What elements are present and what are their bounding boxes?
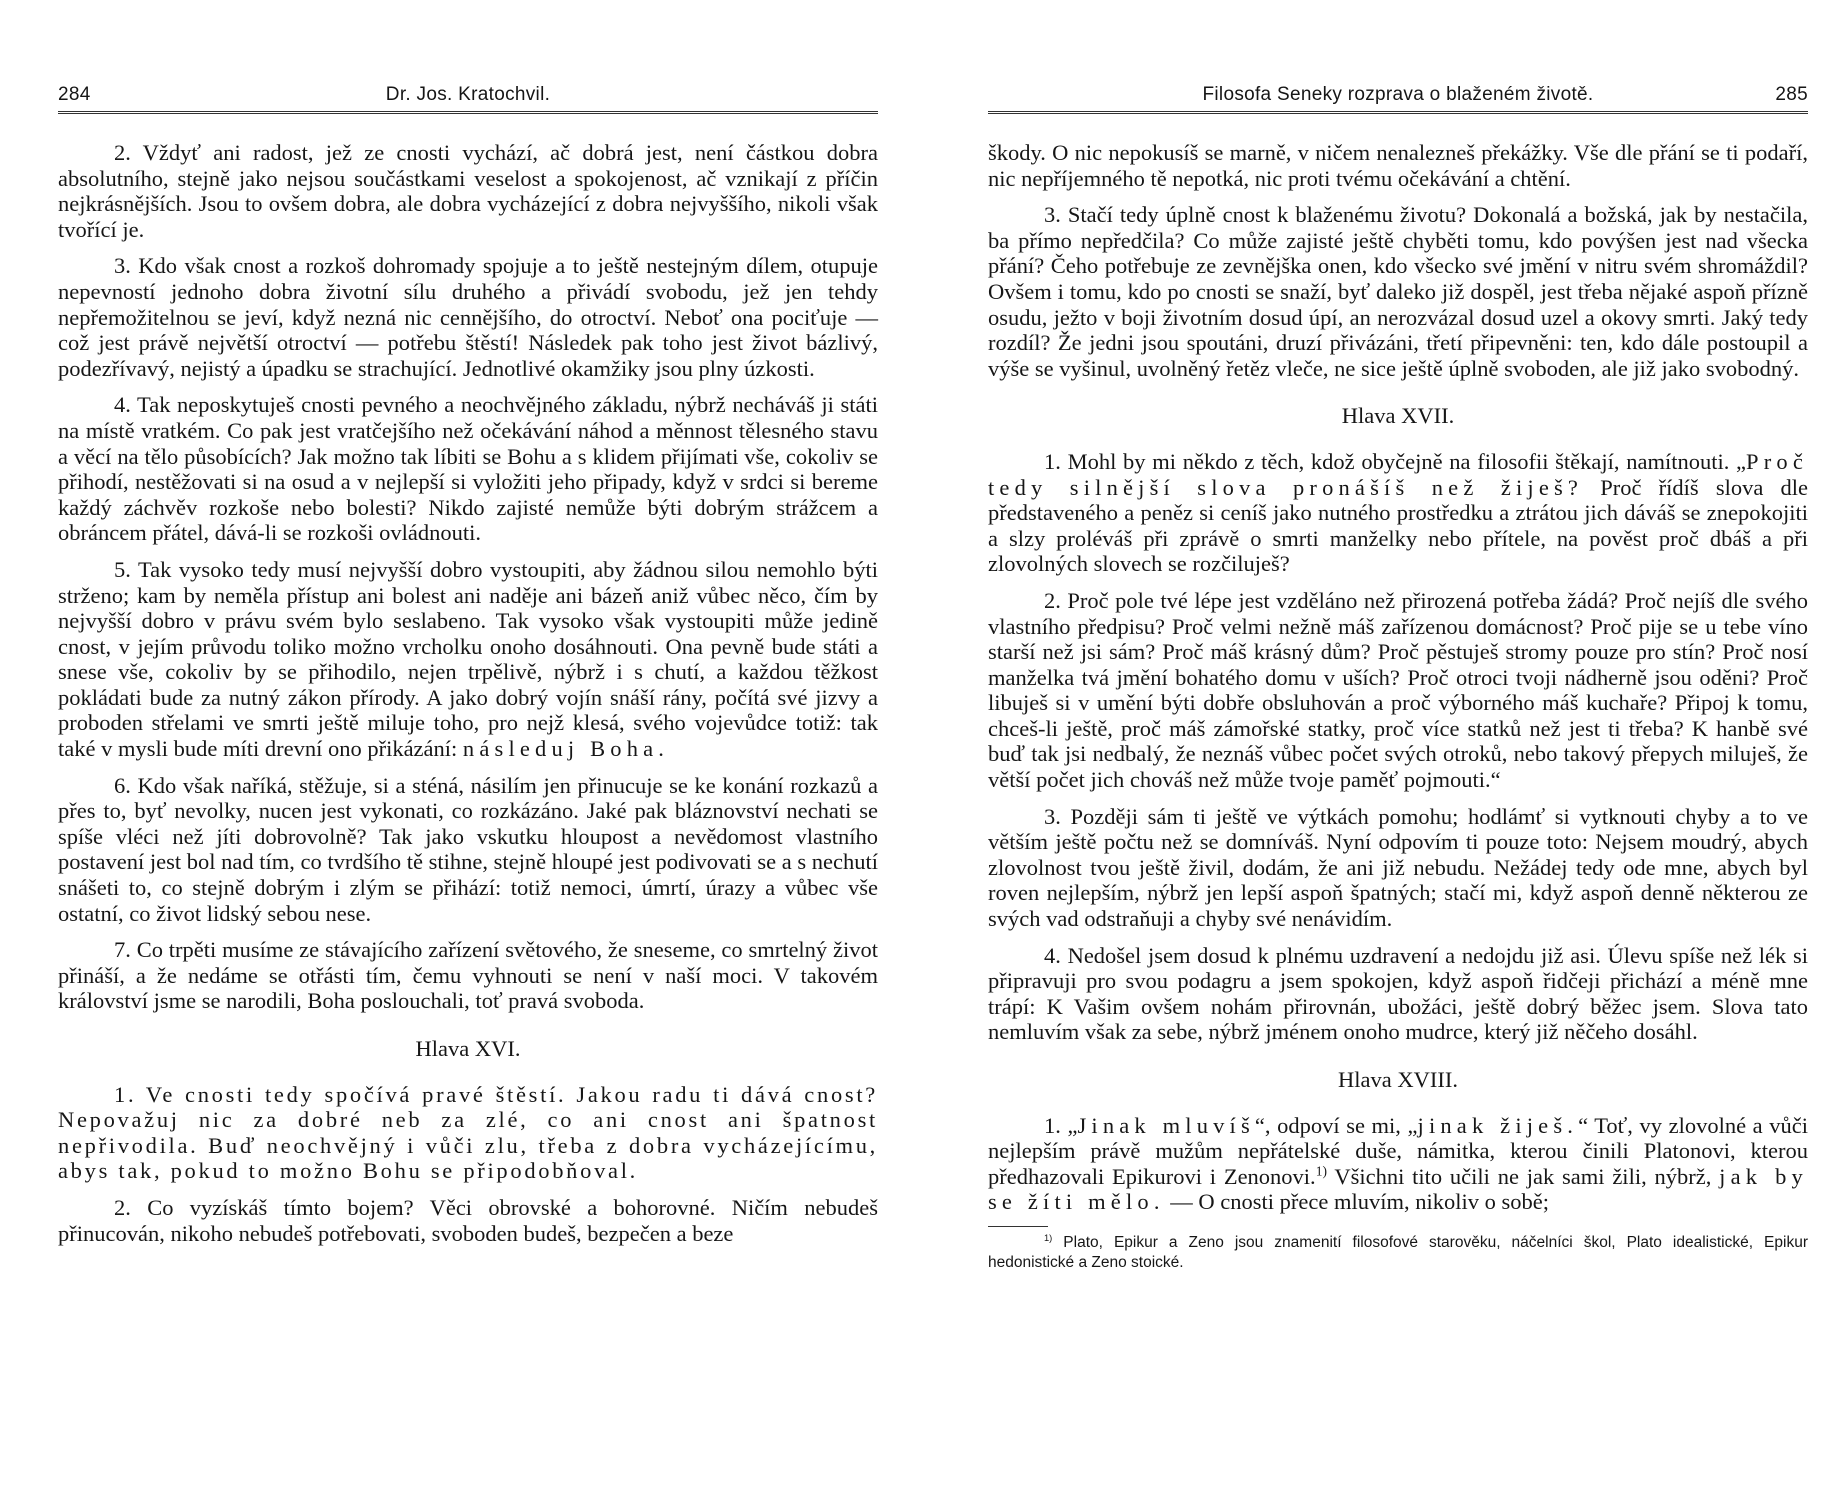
text-run: 1. Mohl by mi někdo z těch, kdož obyčejně na filosofii štěkají, namítnouti. „ <box>1044 448 1747 474</box>
spaced-emphasis: jak by se žíti mělo. <box>988 1163 1808 1215</box>
paragraph-5-text: 5. Tak vysoko tedy musí nejvyšší dobro vystoupiti, aby žádnou silou nemohlo býti strženo; kam by neměla přístup ani bolest ani naděje ani bázeň aniž vůbec něco, čím by nejvyšší dobro v právu svém bylo seslabeno. Tak vysoko však vystoupiti může jedině cnost, v jejím průvodu toliko možno vrcholku onoho dosáhnouti. Ona pevně bude státi a snese vše, cokoliv by se přihodilo, nejen trpělivě, nýbrž i s chutí, a každou těžkost pokládati bude za nutný zákon přírody. A jako dobrý vojín snáší rány, počítá své jizvy a proboden střelami ve smrti ještě miluje toho, pro nejž klesá, svého vojevůdce totiž: tak také v mysli bude míti drevní ono přikázání: <box>58 556 878 762</box>
text-run: — O cnosti přece mluvím, nikoliv o sobě; <box>1164 1189 1549 1215</box>
paragraph-continuation: škody. O nic nepokusíš se marně, v ničem nenalezneš překážky. Vše dle přání se ti podaří, nic nepříjemného tě nepotká, nic proti tvému očekávání a chtění. <box>988 140 1808 191</box>
left-header-rule <box>58 111 878 114</box>
paragraph-xvi-2: 2. Co vyzískáš tímto bojem? Věci obrovské a bohorovné. Ničím nebudeš přinucován, nikoho nebudeš potřebovati, svoboden budeš, bezpečen a beze <box>58 1194 878 1246</box>
right-running-head <box>988 84 1808 110</box>
text-run: Proč řídíš slova dle představeného a peněz si ceníš jako nutného prostředku a ztrátou jich dáváš se znepokojiti a slzy proléváš při zprávě o smrti manželky nebo přítele, na pověst proč dbáš a při zlovolných slovech se rozčiluješ? <box>988 474 1808 577</box>
footnote <box>988 1233 1808 1273</box>
paragraph: 6. Kdo však naříká, stěžuje, si a sténá, násilím jen přinucuje se ke konání rozkazů a přes to, byť nevolky, nucen jest vykonati, co rozkázáno. Jaké pak bláznovství nechati se spíše vléci než jíti dobrovolně? Tak jako vskutku hloupost a nevědomost vlastního postavení jest bol nad tím, co tvrdšího tě stihne, stejně hloupé jest podivovati se a s nechutí snášeti to, co stejně dobrým i zlým se přihází: totiž nemoci, úmrtí, úrazy a vůbec vše ostatní, co život lidský sebou nese. <box>58 772 878 926</box>
paragraph-xvii-1 <box>988 449 1808 577</box>
footnote-mark: 1) <box>1044 1232 1053 1243</box>
paragraph-xvii-4: 4. Nedošel jsem dosud k plnému uzdravení a nedojdu již asi. Úlevu spíše než lék si připravuji pro svou podagru a jsem spokojen, když aspoň řidčeji přichází a méně mne trápí: K Vašim ovšem nohám přirovnán, ubožáci, ještě dobrý běžec jsem. Slova tato nemluvím však za sebe, nýbrž jménem onoho mudrce, který již něčeho dosáhl. <box>988 942 1808 1045</box>
paragraph: 3. Kdo však cnost a rozkoš dohromady spojuje a to ještě nestejným dílem, otupuje nepevností jednoho dobra životní sílu druhého a přivádí svobodu, jež jen tehdy nepřemožitelnou se jeví, když nezná nic cennějšího, do otroctví. Neboť ona pociťuje — což jest právě největší otroctví — potřebu štěstí! Následek pak toho jest život bázlivý, podezřívavý, nejistý a úpadku se strachující. Jednotlivé okamžiky jsou plny úzkosti. <box>58 253 878 381</box>
paragraph-xvii-3: 3. Později sám ti ještě ve výtkách pomohu; hodlámť si vytknouti chyby a to ve větším ještě počtu než se domníváš. Nyní odpovím ti pouze toto: Nejsem moudrý, abych zlovolnost tvou ještě živil, dodám, že ani již nebudu. Nežádej tedy ode mne, abych byl roven nejlepším, nýbrž jen lepší aspoň špatných; stačí mi, když aspoň denně některou ze svých vad odstraňuji a chyby své nenávidím. <box>988 803 1808 932</box>
paragraph-5 <box>58 557 878 762</box>
left-page <box>58 0 878 1500</box>
right-page <box>988 0 1808 1500</box>
left-running-title: Dr. Jos. Kratochvil. <box>385 84 551 105</box>
text-run: 1. „ <box>1044 1112 1078 1138</box>
left-body-text <box>58 140 878 1257</box>
paragraph: 2. Vždyť ani radost, jež ze cnosti vychází, ač dobrá jest, není částkou dobra absolutního, stejně jako nejsou součástkami veselost a spokojenost, ač vznikají z příčin nejkrásnějších. Jsou to ovšem dobra, ale dobra vycházející z dobra nejvyššího, nikoli však tvořící je. <box>58 140 878 242</box>
paragraph: 4. Tak neposkytuješ cnosti pevného a neochvějného základu, nýbrž necháváš ji státi na místě vratkém. Co pak jest vratčejšího než očekávání náhod a měnnost tělesného stavu a věcí na tělo působících? Jak možno tak líbiti se Bohu a s klidem přijímati vše, cokoliv se přihodí, nestěžovati si na osud a v nejlepší si vyložiti jeho připady, když v srdci si bereme každý záchvěv rozkoše nebo bolesti? Nikdo zajisté nemůže býti dobrým strážcem a obráncem přátel, dává-li se rozkoši ovládnouti. <box>58 392 878 546</box>
paragraph-xviii-1 <box>988 1113 1808 1215</box>
spaced-emphasis: následuj Boha. <box>462 736 670 762</box>
text-run: “, odpoví se mi, „ <box>1254 1112 1418 1138</box>
spaced-emphasis: jinak žiješ. <box>1417 1112 1579 1138</box>
spaced-emphasis: Proč tedy silnější slova pronášíš než žiješ? <box>988 448 1808 500</box>
right-header-rule <box>988 111 1808 114</box>
chapter-heading-xvii: Hlava XVII. <box>1341 403 1455 429</box>
left-running-head <box>58 84 878 110</box>
paragraph-xvi-1: 1. Ve cnosti tedy spočívá pravé štěstí. Jakou radu ti dává cnost? Nepovažuj nic za dobré neb za zlé, co ani cnost ani špatnost nepřivodila. Buď neochvějný i vůči zlu, třeba z dobra vycházejícímu, abys tak, pokud to možno Bohu se připodobňoval. <box>58 1081 878 1184</box>
paragraph: 7. Co trpěti musíme ze stávajícího zařízení světového, že sneseme, co smrtelný život přináší, a že nedáme se otřásti tím, čemu vyhnouti se není v naší moci. V takovém království jsme se narodili, Boha poslouchali, toť pravá svoboda. <box>58 937 878 1014</box>
chapter-heading-xvi: Hlava XVI. <box>415 1036 521 1061</box>
text-run: Všichni tito učili ne jak sami žili, nýbrž, <box>1326 1163 1720 1189</box>
left-page-number: 284 <box>58 84 91 105</box>
footnote-reference[interactable]: 1) <box>1315 1163 1327 1179</box>
paragraph-xvii-2: 2. Proč pole tvé lépe jest vzděláno než přirozená potřeba žádá? Proč nejíš dle svého vlastního předpisu? Proč velmi nežně máš zařízenou domácnost? Proč pije se u tebe víno starší než jsi sám? Proč máš krásný dům? Proč pěstuješ stromy pouze pro stín? Proč nosí manželka tvá jmění bohatého domu v uších? Proč otroci tvoji nádherně jsou oděni? Proč libuješ si v umění býti dobře obsluhován a proč výborného máš kuchaře? Připoj k tomu, chceš-li ještě, proč máš zámořské statky, proč více statků než jest ti třeba? K hanbě své buď tak jsi nedbalý, že neznáš vůbec počet svých otroků, nebo takový přepych miluješ, že větší počet jich chováš než může tvoje paměť pojmouti.“ <box>988 587 1808 793</box>
paragraph-xvi-3: 3. Stačí tedy úplně cnost k blaženému životu? Dokonalá a božská, jak by nestačila, ba přímo nepředčila? Co může zajisté ještě chyběti tomu, kdo povýšen jest nad všecka přání? Čeho potřebuje ze zevnějška onen, kdo všecko své jmění v nitru svém shromáždil? Ovšem i tomu, kdo po cnosti se snaží, byť daleko již dospěl, jest třeba nějaké aspoň přízně osudu, ježto v boji životním dosud úpí, an nerozvázal dosud uzel a okovy smrti. Jaký tedy rozdíl? Že jedni jsou spoutáni, druzí přivázáni, třetí připevněni: ten, kdo dále postoupil a výše se vyšinul, uvolněný řetěz vleče, ne sice ještě úplně svoboden, ale již jako svobodný. <box>988 202 1808 381</box>
spaced-emphasis: Jinak mluvíš <box>1077 1112 1255 1138</box>
right-page-number: 285 <box>1775 84 1808 105</box>
right-running-title: Filosofa Seneky rozprava o blaženém životě. <box>1202 84 1594 105</box>
text-run: “ Toť, vy zlovolné a vůči nejlepším právě mužům nepřátelské duše, námitka, kterou činili Platonovi, kterou předhazovali Epikurovi i Zenonovi. <box>988 1112 1808 1189</box>
right-body-text <box>988 140 1808 1284</box>
footnote-rule <box>988 1226 1048 1227</box>
chapter-heading-xviii: Hlava XVIII. <box>1338 1067 1458 1092</box>
footnote-text: Plato, Epikur a Zeno jsou znamenití filosofové starověku, náčelníci škol, Plato idealistické, Epikur hedonistické a Zeno stoické. <box>988 1233 1808 1271</box>
